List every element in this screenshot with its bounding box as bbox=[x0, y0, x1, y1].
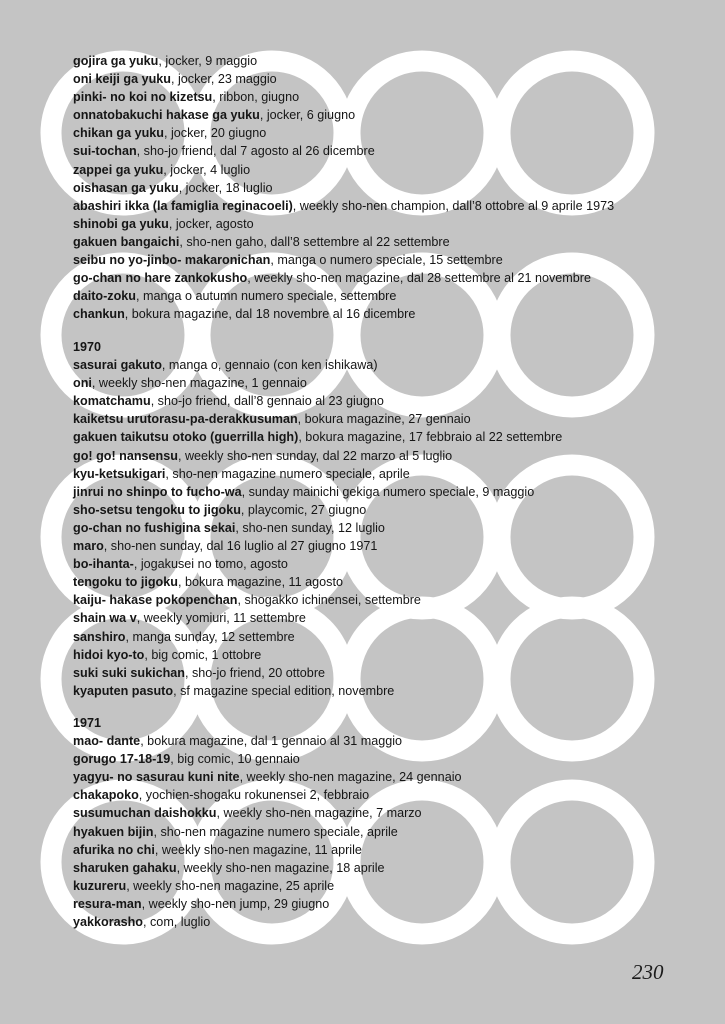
entry-details: , sho-nen magazine numero speciale, aprile bbox=[165, 466, 410, 481]
entry-details: , weekly sho-nen sunday, dal 22 marzo al 5 luglio bbox=[177, 448, 453, 463]
bibliography-block-1970 bbox=[73, 338, 562, 700]
entry-title: yakkorasho bbox=[73, 915, 144, 930]
entry-details: , sho-jo friend, dall’8 gennaio al 23 giugno bbox=[150, 394, 384, 409]
entry-title: yagyu- no sasurau kuni nite bbox=[73, 770, 240, 785]
bibliography-block-1971 bbox=[73, 714, 462, 931]
bibliography-entry bbox=[73, 750, 462, 768]
entry-details: , weekly sho-nen magazine, 18 aprile bbox=[176, 860, 385, 875]
entry-title: chakapoko bbox=[73, 788, 139, 803]
bibliography-entry bbox=[73, 646, 562, 664]
entry-details: , big comic, 1 ottobre bbox=[144, 647, 262, 662]
entry-details: , ribbon, giugno bbox=[212, 90, 300, 105]
entry-title: tengoku to jigoku bbox=[73, 575, 178, 590]
entry-details: , weekly sho-nen champion, dall’8 ottobre al 9 aprile 1973 bbox=[292, 198, 615, 213]
entry-details: , jocker, 6 giugno bbox=[259, 108, 356, 123]
bibliography-entry bbox=[73, 804, 462, 822]
entry-title: gorugo 17-18-19 bbox=[73, 752, 171, 767]
bibliography-entry bbox=[73, 392, 562, 410]
entry-details: , weekly sho-nen magazine, 1 gennaio bbox=[91, 376, 307, 391]
entry-details: , yochien-shogaku rokunensei 2, febbraio bbox=[138, 788, 370, 803]
entry-details: , big comic, 10 gennaio bbox=[170, 752, 300, 767]
bibliography-entry bbox=[73, 519, 562, 537]
entry-details: , bokura magazine, 27 gennaio bbox=[297, 412, 471, 427]
entry-details: , bokura magazine, 11 agosto bbox=[177, 575, 343, 590]
entry-details: , weekly yomiuri, 11 settembre bbox=[136, 611, 306, 626]
entry-title: bo-ihanta- bbox=[73, 557, 134, 572]
entry-title: zappei ga yuku bbox=[73, 162, 164, 177]
entry-details: , bokura magazine, 17 febbraio al 22 settembre bbox=[298, 430, 563, 445]
bibliography-entry bbox=[73, 215, 614, 233]
entry-details: , jocker, 20 giugno bbox=[164, 126, 267, 141]
entry-title: chikan ga yuku bbox=[73, 126, 164, 141]
entry-title: kyu-ketsukigari bbox=[73, 466, 166, 481]
entry-details: , sho-jo friend, dal 7 agosto al 26 dicembre bbox=[136, 144, 375, 159]
entry-details: , sho-nen sunday, dal 16 luglio al 27 giugno 1971 bbox=[103, 539, 378, 554]
entry-title: sui-tochan bbox=[73, 144, 137, 159]
entry-title: go-chan no hare zankokusho bbox=[73, 271, 248, 286]
bibliography-entry bbox=[73, 483, 562, 501]
entry-title: sharuken gahaku bbox=[73, 860, 177, 875]
bibliography-entry bbox=[73, 179, 614, 197]
bibliography-entry bbox=[73, 124, 614, 142]
bibliography-entry bbox=[73, 465, 562, 483]
entry-title: chankun bbox=[73, 307, 125, 322]
entry-title: oishasan ga yuku bbox=[73, 180, 179, 195]
entry-title: afurika no chi bbox=[73, 842, 155, 857]
bibliography-entry bbox=[73, 70, 614, 88]
bibliography-entry bbox=[73, 428, 562, 446]
bibliography-entry bbox=[73, 664, 562, 682]
entry-details: , jocker, 18 luglio bbox=[178, 180, 273, 195]
entry-title: hidoi kyo-to bbox=[73, 647, 145, 662]
bibliography-entry bbox=[73, 841, 462, 859]
bibliography-entry bbox=[73, 356, 562, 374]
bibliography-entry bbox=[73, 609, 562, 627]
entry-details: , sho-nen gaho, dall’8 settembre al 22 settembre bbox=[179, 234, 450, 249]
entry-details: , jocker, 4 luglio bbox=[163, 162, 251, 177]
entry-details: , jocker, 9 maggio bbox=[158, 54, 258, 68]
bibliography-entry bbox=[73, 251, 614, 269]
entry-title: hyakuen bijin bbox=[73, 824, 154, 839]
entry-details: , com, luglio bbox=[143, 915, 211, 930]
entry-title: suki suki sukichan bbox=[73, 665, 185, 680]
entry-title: resura-man bbox=[73, 896, 142, 911]
bibliography-entry bbox=[73, 287, 614, 305]
entry-title: go-chan no fushigina sekai bbox=[73, 520, 236, 535]
bibliography-entry bbox=[73, 628, 562, 646]
entry-details: , sho-jo friend, 20 ottobre bbox=[185, 665, 326, 680]
bibliography-entry bbox=[73, 269, 614, 287]
entry-title: oni bbox=[73, 376, 92, 391]
bibliography-entry bbox=[73, 233, 614, 251]
bibliography-entry bbox=[73, 732, 462, 750]
bibliography-entry bbox=[73, 768, 462, 786]
entry-details: , sf magazine special edition, novembre bbox=[173, 683, 395, 698]
entry-title: kyaputen pasuto bbox=[73, 683, 174, 698]
bibliography-entry bbox=[73, 877, 462, 895]
entry-details: , jocker, agosto bbox=[168, 216, 254, 231]
bibliography-entry bbox=[73, 106, 614, 124]
entry-details: , manga sunday, 12 settembre bbox=[125, 629, 295, 644]
bibliography-entry bbox=[73, 591, 562, 609]
bibliography-entry bbox=[73, 142, 614, 160]
entry-title: gakuen taikutsu otoko (guerrilla high) bbox=[73, 430, 299, 445]
entry-title: seibu no yo-jinbo- makaronichan bbox=[73, 253, 271, 268]
bibliography-entry bbox=[73, 786, 462, 804]
entry-title: go! go! nansensu bbox=[73, 448, 178, 463]
entry-details: , manga o, gennaio (con ken ishikawa) bbox=[161, 358, 378, 373]
entry-details: , manga o autumn numero speciale, settembre bbox=[135, 289, 397, 304]
entry-title: kaiketsu urutorasu-pa-derakkusuman bbox=[73, 412, 298, 427]
entry-details: , weekly sho-nen magazine, dal 28 settembre al 21 novembre bbox=[247, 271, 591, 286]
bibliography-entry bbox=[73, 447, 562, 465]
bibliography-entry bbox=[73, 913, 462, 931]
entry-title: gojira ga yuku bbox=[73, 54, 159, 68]
entry-details: , weekly sho-nen magazine, 11 aprile bbox=[154, 842, 362, 857]
entry-title: abashiri ikka (la famiglia reginacoeli) bbox=[73, 198, 293, 213]
bibliography-entry bbox=[73, 682, 562, 700]
year-heading: 1971 bbox=[73, 716, 102, 730]
entry-title: jinrui no shinpo to fucho-wa bbox=[73, 484, 242, 499]
entry-details: , sho-nen sunday, 12 luglio bbox=[235, 520, 385, 535]
bibliography-entry bbox=[73, 823, 462, 841]
bibliography-block-1969 bbox=[73, 52, 614, 323]
entry-title: onnatobakuchi hakase ga yuku bbox=[73, 108, 260, 123]
entry-details: , shogakko ichinensei, settembre bbox=[237, 593, 421, 608]
bibliography-entry bbox=[73, 88, 614, 106]
entry-details: , weekly sho-nen jump, 29 giugno bbox=[141, 896, 330, 911]
bibliography-entry bbox=[73, 374, 562, 392]
bibliography-entry bbox=[73, 197, 614, 215]
year-heading: 1970 bbox=[73, 340, 102, 354]
bibliography-entry bbox=[73, 305, 614, 323]
entry-details: , bokura magazine, dal 1 gennaio al 31 maggio bbox=[140, 734, 403, 749]
entry-title: gakuen bangaichi bbox=[73, 234, 180, 249]
bibliography-entry bbox=[73, 161, 614, 179]
entry-title: sanshiro bbox=[73, 629, 126, 644]
entry-details: , weekly sho-nen magazine, 25 aprile bbox=[126, 878, 335, 893]
page-number: 230 bbox=[632, 960, 664, 984]
entry-title: shain wa v bbox=[73, 611, 137, 626]
entry-title: sasurai gakuto bbox=[73, 358, 162, 373]
bibliography-entry bbox=[73, 895, 462, 913]
entry-title: oni keiji ga yuku bbox=[73, 72, 171, 87]
entry-title: mao- dante bbox=[73, 734, 141, 749]
entry-details: , manga o numero speciale, 15 settembre bbox=[270, 253, 503, 268]
bibliography-entry bbox=[73, 410, 562, 428]
entry-title: daito-zoku bbox=[73, 289, 136, 304]
bibliography-entry bbox=[73, 573, 562, 591]
entry-details: , playcomic, 27 giugno bbox=[240, 502, 367, 517]
bibliography-entry bbox=[73, 537, 562, 555]
entry-details: , jocker, 23 maggio bbox=[170, 72, 277, 87]
entry-details: , weekly sho-nen magazine, 7 marzo bbox=[216, 806, 422, 821]
bibliography-entry bbox=[73, 501, 562, 519]
entry-details: , sho-nen magazine numero speciale, aprile bbox=[153, 824, 398, 839]
entry-title: sho-setsu tengoku to jigoku bbox=[73, 502, 241, 517]
entry-details: , sunday mainichi gekiga numero speciale, 9 maggio bbox=[241, 484, 535, 499]
bibliography-entry bbox=[73, 859, 462, 877]
bibliography-entry bbox=[73, 52, 614, 70]
entry-details: , bokura magazine, dal 18 novembre al 16 dicembre bbox=[124, 307, 416, 322]
bibliography-entry bbox=[73, 555, 562, 573]
entry-title: shinobi ga yuku bbox=[73, 216, 169, 231]
entry-title: komatchamu bbox=[73, 394, 151, 409]
entry-title: pinki- no koi no kizetsu bbox=[73, 90, 213, 105]
entry-title: maro bbox=[73, 539, 104, 554]
entry-title: kuzureru bbox=[73, 878, 127, 893]
entry-details: , weekly sho-nen magazine, 24 gennaio bbox=[239, 770, 462, 785]
entry-details: , jogakusei no tomo, agosto bbox=[133, 557, 288, 572]
entry-title: susumuchan daishokku bbox=[73, 806, 217, 821]
entry-title: kaiju- hakase pokopenchan bbox=[73, 593, 238, 608]
